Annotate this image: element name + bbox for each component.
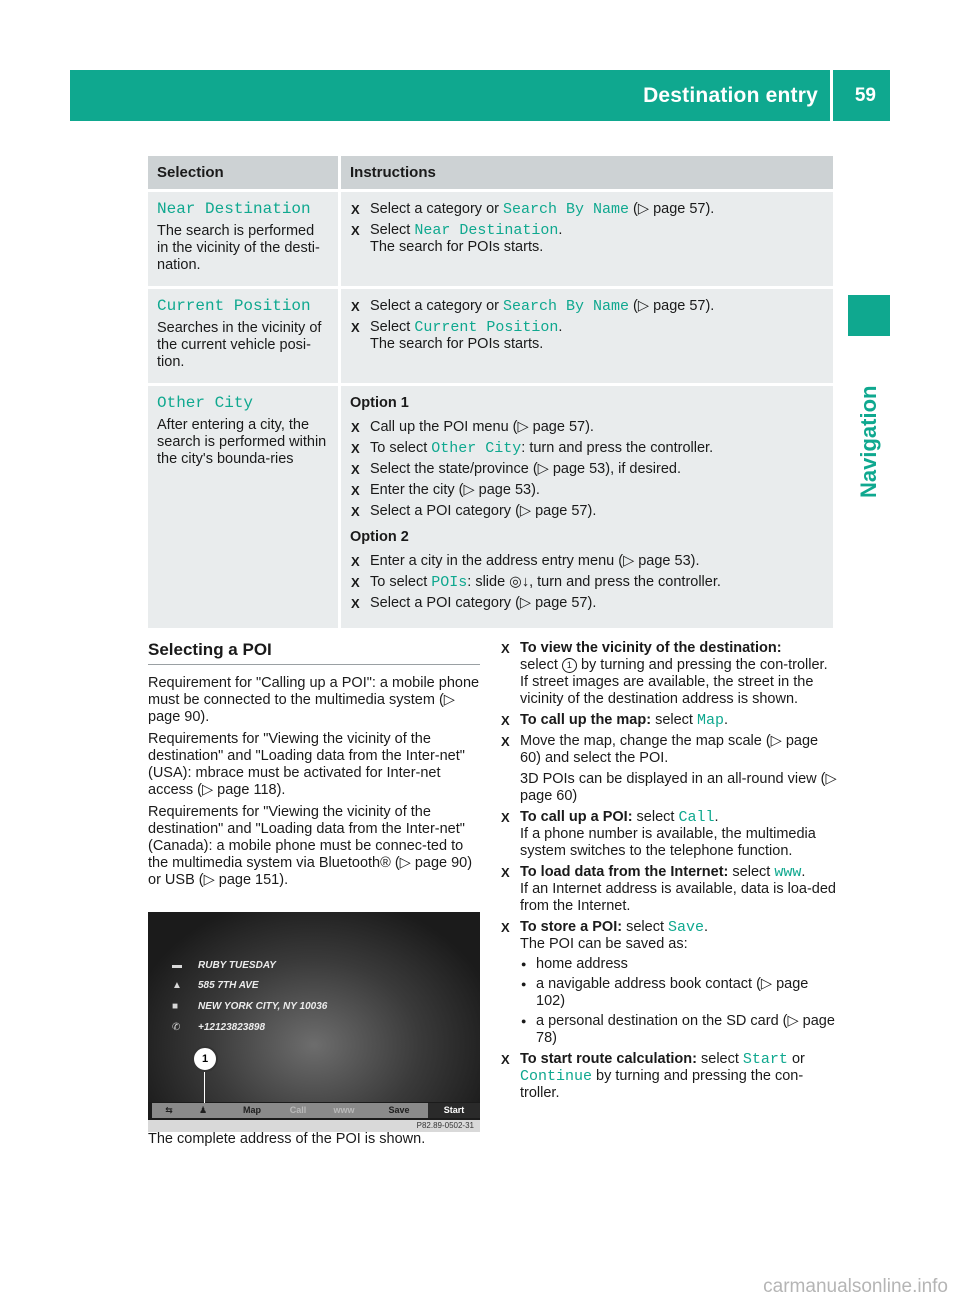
step: X Enter a city in the address entry menu (▷ page 53). bbox=[350, 553, 824, 570]
back-icon: ⇆ bbox=[165, 1105, 173, 1115]
ui-term: Save bbox=[668, 919, 705, 936]
phone-icon: ✆ bbox=[172, 1022, 181, 1033]
option-name: Current Position bbox=[157, 297, 311, 315]
col-header-instructions: Instructions bbox=[341, 156, 833, 189]
step: X Move the map, change the map scale (▷ page 60) and select the POI. 3D POIs can be displayed in an all-round view (▷ page 60) bbox=[500, 733, 838, 805]
option-desc: Searches in the vicinity of the current vehicle posi-tion. bbox=[157, 320, 322, 370]
step: X To select Other City: turn and press the controller. bbox=[350, 440, 824, 457]
header-divider bbox=[830, 70, 833, 121]
section-title: Selecting a POI bbox=[148, 640, 272, 659]
instructions-cell bbox=[341, 386, 833, 628]
section-divider bbox=[148, 664, 480, 665]
paragraph: Requirement for "Calling up a POI": a mobile phone must be connected to the multimedia system (▷ page 90). bbox=[148, 675, 480, 725]
step-note: 3D POIs can be displayed in an all-round view (▷ page 60) bbox=[520, 771, 837, 804]
watermark: carmanualsonline.info bbox=[763, 1276, 948, 1297]
person-icon: ♟ bbox=[198, 1105, 208, 1115]
page-title: Destination entry bbox=[643, 84, 818, 107]
save-button: Save bbox=[388, 1105, 410, 1115]
step: X To call up a POI: select Call. If a phone number is available, the multimedia system switches to the telephone function. bbox=[500, 809, 838, 860]
step: X Select a category or Search By Name (▷ page 57). bbox=[350, 298, 824, 315]
poi-steps bbox=[500, 640, 838, 1106]
step-note: The POI can be saved as: bbox=[520, 936, 688, 952]
step: X To call up the map: select Map. bbox=[500, 712, 838, 729]
table-header-row bbox=[148, 156, 833, 189]
step-note: If a phone number is available, the multimedia system switches to the telephone function. bbox=[520, 826, 816, 859]
chapter-tab-label: Navigation bbox=[856, 385, 881, 498]
step: X Select a category or Search By Name (▷ page 57). bbox=[350, 201, 824, 218]
poi-street-row: ▲ 585 7TH AVE bbox=[172, 980, 259, 991]
poi-name-row: ▬ RUBY TUESDAY bbox=[172, 960, 276, 971]
ui-term: Call bbox=[678, 809, 715, 826]
step-note: The search for POIs starts. bbox=[370, 336, 544, 352]
ui-term: Search By Name bbox=[503, 298, 630, 315]
step-note: If street images are available, the street in the vicinity of the destination address is shown. bbox=[520, 674, 814, 707]
page-number: 59 bbox=[854, 85, 876, 106]
screen-menu-bar bbox=[152, 1103, 480, 1118]
selection-table bbox=[148, 153, 833, 631]
option-desc: The search is performed in the vicinity of the desti-nation. bbox=[157, 223, 320, 273]
start-button: Start bbox=[428, 1103, 480, 1118]
chapter-marker bbox=[848, 295, 890, 336]
ui-term: Map bbox=[696, 712, 724, 729]
location-icon: ▲ bbox=[172, 980, 182, 991]
call-button: Call bbox=[289, 1105, 307, 1115]
col-header-selection: Selection bbox=[148, 156, 341, 189]
ui-term: Continue bbox=[520, 1068, 593, 1085]
chapter-tab bbox=[848, 350, 890, 500]
step: X Select Near Destination. The search for POIs starts. bbox=[350, 222, 824, 256]
list-item: ● a personal destination on the SD card (▷ page 78) bbox=[520, 1013, 838, 1047]
step: X Select Current Position. The search for POIs starts. bbox=[350, 319, 824, 353]
callout-marker: 1 bbox=[192, 1046, 218, 1072]
city-icon: ■ bbox=[172, 1001, 179, 1012]
step-note: If an Internet address is available, data is loa-ded from the Internet. bbox=[520, 881, 836, 914]
option-name: Other City bbox=[157, 394, 254, 412]
step: X To start route calculation: select Start or Continue by turning and pressing the con-troller. bbox=[500, 1051, 838, 1102]
instructions-cell bbox=[341, 289, 833, 383]
option-heading: Option 1 bbox=[350, 395, 409, 411]
list-item: ● a navigable address book contact (▷ page 102) bbox=[520, 976, 838, 1010]
option-heading: Option 2 bbox=[350, 529, 409, 545]
car-icon: ▬ bbox=[172, 960, 182, 971]
option-name: Near Destination bbox=[157, 200, 311, 218]
step-note: The search for POIs starts. bbox=[370, 239, 544, 255]
step: X To select POIs: slide ◎↓, turn and press the controller. bbox=[350, 574, 824, 591]
image-caption: The complete address of the POI is shown. bbox=[148, 1131, 426, 1147]
ui-term: Other City bbox=[431, 440, 522, 457]
option-desc: After entering a city, the search is performed within the city's bounda-ries bbox=[157, 417, 327, 467]
requirements-text bbox=[148, 675, 484, 894]
ui-term: POIs bbox=[431, 574, 468, 591]
image-code: P82.89-0502-31 bbox=[416, 1121, 474, 1130]
ui-term: Current Position bbox=[414, 319, 559, 336]
poi-screen-image bbox=[148, 912, 480, 1120]
paragraph: Requirements for "Viewing the vicinity of the destination" and "Loading data from the Inter-net" (Canada): a mobile phone must be connec-ted to the multimedia system via Bluetooth® (▷ page 90) or USB (▷ page 151). bbox=[148, 804, 473, 888]
callout-number: 1 bbox=[562, 658, 577, 673]
ui-term: Start bbox=[742, 1051, 788, 1068]
table-row bbox=[148, 289, 833, 383]
paragraph: Requirements for "Viewing the vicinity of the destination" and "Loading data from the Inter-net" (USA): mbrace must be activated for Inter-net access (▷ page 118). bbox=[148, 731, 465, 798]
step: X To load data from the Internet: select www. If an Internet address is available, data is loa-ded from the Internet. bbox=[500, 864, 838, 915]
ui-term: Near Destination bbox=[414, 222, 559, 239]
selection-cell bbox=[148, 192, 341, 286]
step: X Select the state/province (▷ page 53), if desired. bbox=[350, 461, 824, 478]
list-item: ● home address bbox=[520, 956, 838, 973]
step: X To view the vicinity of the destination: select 1 by turning and pressing the con-troller. If street images are available, the street in the vicinity of the destination address is shown. bbox=[500, 640, 838, 708]
instructions-cell bbox=[341, 192, 833, 286]
selection-cell bbox=[148, 289, 341, 383]
table-row bbox=[148, 386, 833, 628]
www-button: www bbox=[333, 1105, 355, 1115]
map-button: Map bbox=[243, 1105, 261, 1115]
poi-city-row: ■ NEW YORK CITY, NY 10036 bbox=[172, 1001, 328, 1012]
page-header bbox=[70, 70, 890, 121]
step: X Select a POI category (▷ page 57). bbox=[350, 503, 824, 520]
table-row bbox=[148, 192, 833, 286]
step: X To store a POI: select Save. The POI can be saved as: ● home address ● a navigable address book contact (▷ page 102) ● a personal destination on the SD card (▷ page 78) bbox=[500, 919, 838, 1047]
step: X Enter the city (▷ page 53). bbox=[350, 482, 824, 499]
step: X Select a POI category (▷ page 57). bbox=[350, 595, 824, 612]
poi-phone-row: ✆ +12123823898 bbox=[172, 1022, 266, 1033]
ui-term: www bbox=[774, 864, 802, 881]
ui-term: Search By Name bbox=[503, 201, 630, 218]
step: X Call up the POI menu (▷ page 57). bbox=[350, 419, 824, 436]
selection-cell bbox=[148, 386, 341, 628]
